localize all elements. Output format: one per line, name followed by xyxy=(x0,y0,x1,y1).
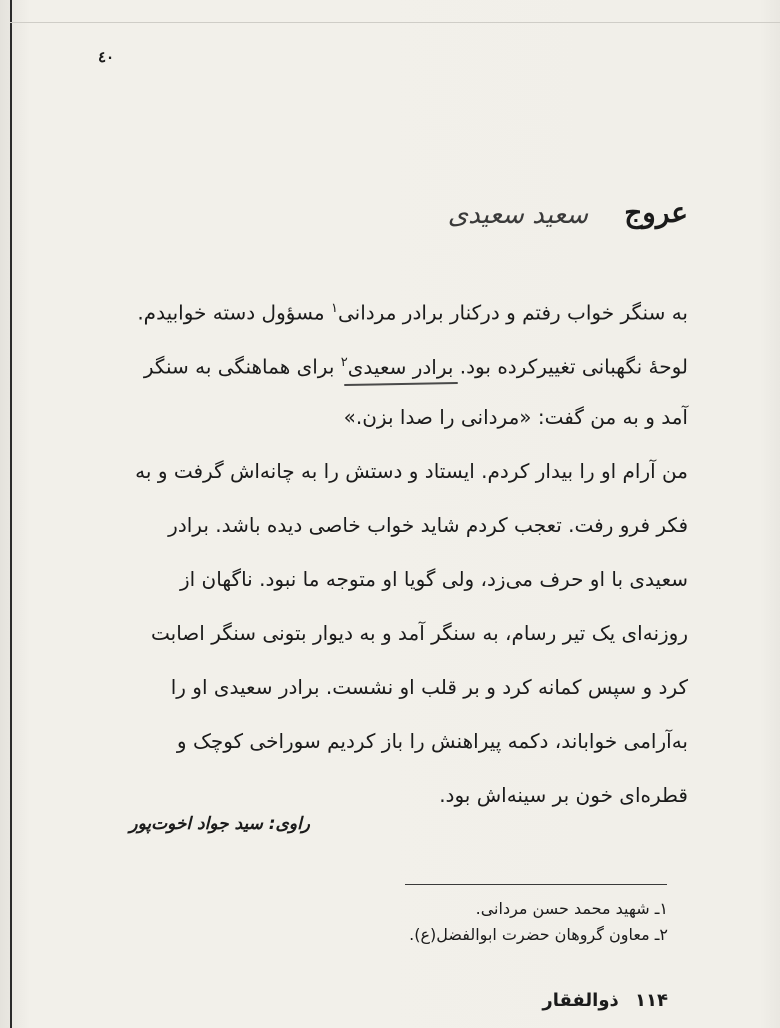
footnote-item: ۲ـ معاون گروهان حضرت ابوالفضل(ع). xyxy=(409,925,668,944)
footnotes xyxy=(368,896,668,948)
page-number: ۱۱۴ xyxy=(635,990,668,1011)
footnote-divider xyxy=(405,884,667,885)
page-title: عروج xyxy=(624,196,688,229)
story-body xyxy=(78,284,688,824)
body-text-segment: سعیدی با او حرف می‌زد، ولی گویا او متوجه ما نبود. ناگهان از xyxy=(179,567,688,591)
body-text-segment: به سنگر خواب رفتم و درکنار برادر مردانی xyxy=(337,300,688,325)
body-line xyxy=(78,284,688,338)
handwritten-corner-mark: ٤٠ xyxy=(98,48,115,66)
top-edge xyxy=(10,22,780,23)
body-line xyxy=(78,662,688,716)
title-area xyxy=(388,196,688,252)
body-text-segment: مسؤول دسته خوابیدم. xyxy=(137,300,331,325)
body-text-segment: کرد و سپس کمانه کرد و بر قلب او نشست. برادر سعیدی او را xyxy=(170,675,688,699)
body-text-segment: قطره‌ای خون بر سینه‌اش بود. xyxy=(439,783,688,807)
body-line xyxy=(78,716,688,770)
body-line xyxy=(78,338,688,392)
page-footer xyxy=(468,990,668,1011)
body-text-segment: لوحهٔ نگهبانی تغییرکرده بود. xyxy=(453,354,688,379)
body-text-segment: آمد و به من گفت: «مردانی را صدا بزن.» xyxy=(343,405,688,429)
body-line xyxy=(78,608,688,662)
underlined-name: برادر سعیدی xyxy=(347,354,454,379)
body-text-segment: فکر فرو رفت. تعجب کردم شاید خواب خاصی دیده باشد. برادر xyxy=(168,513,688,537)
binding-edge xyxy=(10,0,12,1028)
body-text-segment: برای هماهنگی به سنگر xyxy=(143,354,341,379)
footnote-ref: ۱ xyxy=(331,301,338,316)
footnote-ref: ۲ xyxy=(340,355,348,370)
body-text-segment: من آرام او را بیدار کردم. ایستاد و دستش را به چانه‌اش گرفت و به xyxy=(135,459,688,483)
body-line xyxy=(78,446,688,500)
body-line xyxy=(78,554,688,608)
body-text-segment: به‌آرامی خواباند، دکمه پیراهنش را باز کردیم سوراخی کوچک و xyxy=(176,729,688,753)
body-line xyxy=(78,500,688,554)
body-text-segment: روزنه‌ای یک تیر رسام، به سنگر آمد و به دیوار بتونی سنگر اصابت xyxy=(151,621,688,645)
footnote-item: ۱ـ شهید محمد حسن مردانی. xyxy=(475,899,668,918)
narrator-credit: راوی: سید جواد اخوت‌پور xyxy=(129,814,310,834)
body-line xyxy=(78,392,688,446)
journal-name: ذوالفقار xyxy=(542,990,619,1011)
handwritten-title-annotation: سعید سعیدی xyxy=(447,200,588,230)
